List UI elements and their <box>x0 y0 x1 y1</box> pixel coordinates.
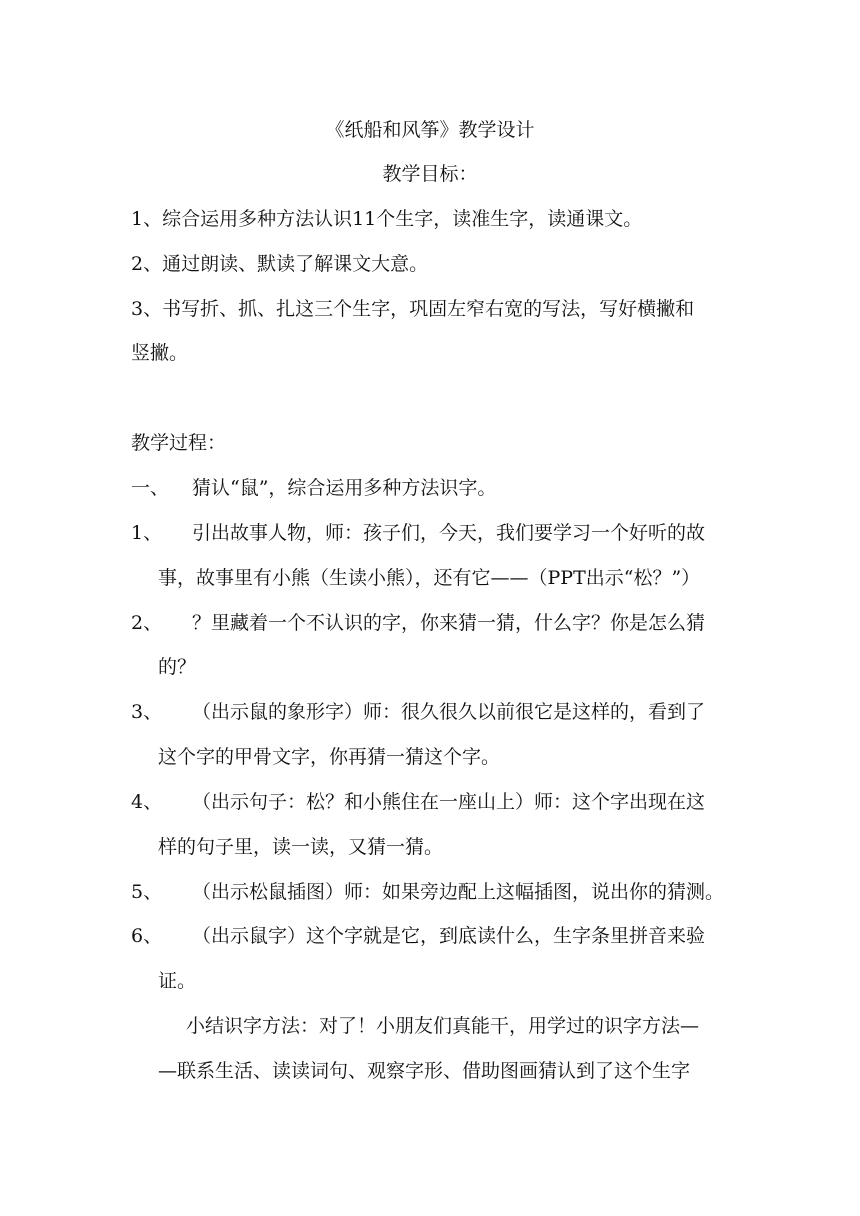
step-3-line-2: 这个字的甲骨文字，你再猜一猜这个字。 <box>158 746 501 768</box>
section-1-title: 猜认“鼠”，综合运用多种方法识字。 <box>192 477 497 499</box>
step-1-line-1: 引出故事人物，师：孩子们，今天，我们要学习一个好听的故 <box>192 522 706 544</box>
objective-2: 2、通过朗读、默读了解课文大意。 <box>131 253 429 275</box>
step-3-number: 3、 <box>131 701 163 723</box>
summary-line-1: 小结识字方法：对了！小朋友们真能干，用学过的识字方法— <box>186 1015 700 1037</box>
section-1-number: 一、 <box>131 477 170 499</box>
step-2-line-1: ？里藏着一个不认识的字，你来猜一猜，什么字？你是怎么猜 <box>192 612 706 634</box>
objective-3: 3、书写折、抓、扎这三个生字，巩固左窄右宽的写法，写好横撇和 <box>131 298 695 320</box>
step-6-line-1: （出示鼠字）这个字就是它，到底读什么，生字条里拼音来验 <box>192 925 706 947</box>
step-5-number: 5、 <box>131 881 163 903</box>
document-title: 《纸船和风筝》教学设计 <box>325 119 535 141</box>
step-3-line-1: （出示鼠的象形字）师：很久很久以前很它是这样的，看到了 <box>192 701 706 723</box>
process-heading: 教学过程： <box>131 432 227 454</box>
step-6-number: 6、 <box>131 925 163 947</box>
step-4-line-1: （出示句子：松？和小熊住在一座山上）师：这个字出现在这 <box>192 791 706 813</box>
step-1-number: 1、 <box>131 522 163 544</box>
objective-3-continued: 竖撇。 <box>131 342 189 364</box>
step-6-line-2: 证。 <box>158 970 197 992</box>
step-4-number: 4、 <box>131 791 163 813</box>
objective-1: 1、综合运用多种方法认识11个生字，读准生字，读通课文。 <box>131 208 643 230</box>
step-1-line-2: 事，故事里有小熊（生读小熊），还有它——（PPT出示“松？”） <box>158 567 701 589</box>
summary-line-2: —联系生活、读读词句、观察字形、借助图画猜认到了这个生字 <box>158 1060 691 1082</box>
objectives-heading: 教学目标： <box>382 163 478 185</box>
step-5-line-1: （出示松鼠插图）师：如果旁边配上这幅插图，说出你的猜测。 <box>192 881 725 903</box>
step-4-line-2: 样的句子里，读一读，又猜一猜。 <box>158 836 444 858</box>
step-2-number: 2、 <box>131 612 163 634</box>
step-2-line-2: 的？ <box>158 656 197 678</box>
